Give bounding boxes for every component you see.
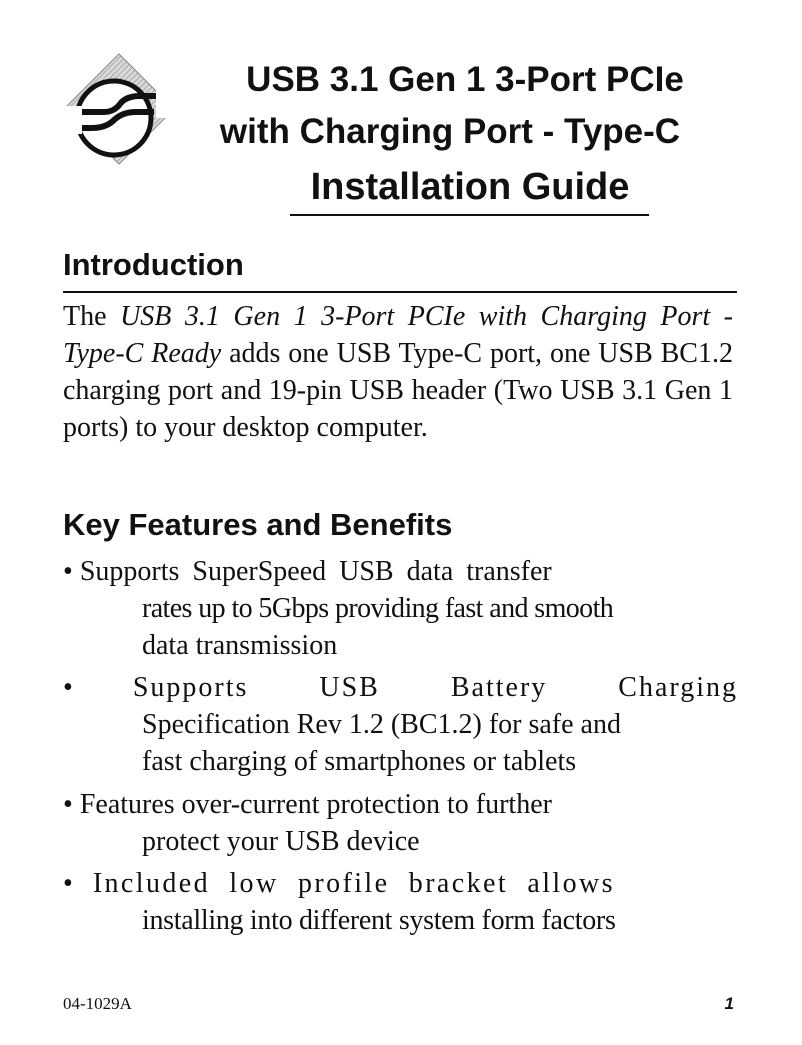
intro-text-start: The [63, 301, 121, 332]
feature-line: fast charging of smartphones or tablets [142, 746, 577, 777]
bullet-icon: • [63, 868, 73, 899]
feature-line: Specification Rev 1.2 (BC1.2) for safe and [142, 709, 621, 740]
feature-line: rates up to 5Gbps providing fast and smooth [142, 593, 614, 624]
features-heading: Key Features and Benefits [63, 507, 453, 542]
feature-line: Supports USB Battery Charging [132, 672, 738, 703]
introduction-paragraph [63, 298, 733, 446]
title-line-2: with Charging Port - Type-C [219, 112, 681, 151]
bullet-icon: • [63, 789, 73, 820]
bullet-icon: • [63, 672, 73, 703]
feature-line: protect your USB device [142, 826, 420, 857]
document-code: 04-1029A [63, 994, 132, 1013]
feature-item [63, 786, 743, 860]
intro-product-name: USB 3.1 Gen 1 3-Port PCIe with Charging Port - Type-C Ready [63, 301, 734, 369]
feature-item [63, 669, 743, 780]
introduction-heading: Introduction [63, 247, 244, 282]
bullet-icon: • [63, 556, 73, 587]
feature-line: Included low profile bracket allows [92, 868, 615, 899]
feature-line: Supports SuperSpeed USB data transfer [79, 556, 552, 587]
feature-line: installing into different system form factors [142, 905, 616, 936]
feature-item [63, 865, 743, 939]
introduction-rule [63, 291, 737, 293]
page-number: 1 [724, 994, 734, 1013]
feature-item [63, 553, 743, 664]
title-underline [290, 214, 649, 216]
feature-line: Features over-current protection to further [79, 789, 552, 820]
feature-line: data transmission [142, 630, 338, 661]
title-line-1: USB 3.1 Gen 1 3-Port PCIe [246, 60, 684, 99]
intro-text-rest: adds one USB Type-C port, one USB BC1.2 charging port and 19-pin USB header (Two USB 3.1 Gen 1 ports) to your desktop computer. [63, 338, 733, 443]
title-line-3: Installation Guide [310, 166, 630, 208]
